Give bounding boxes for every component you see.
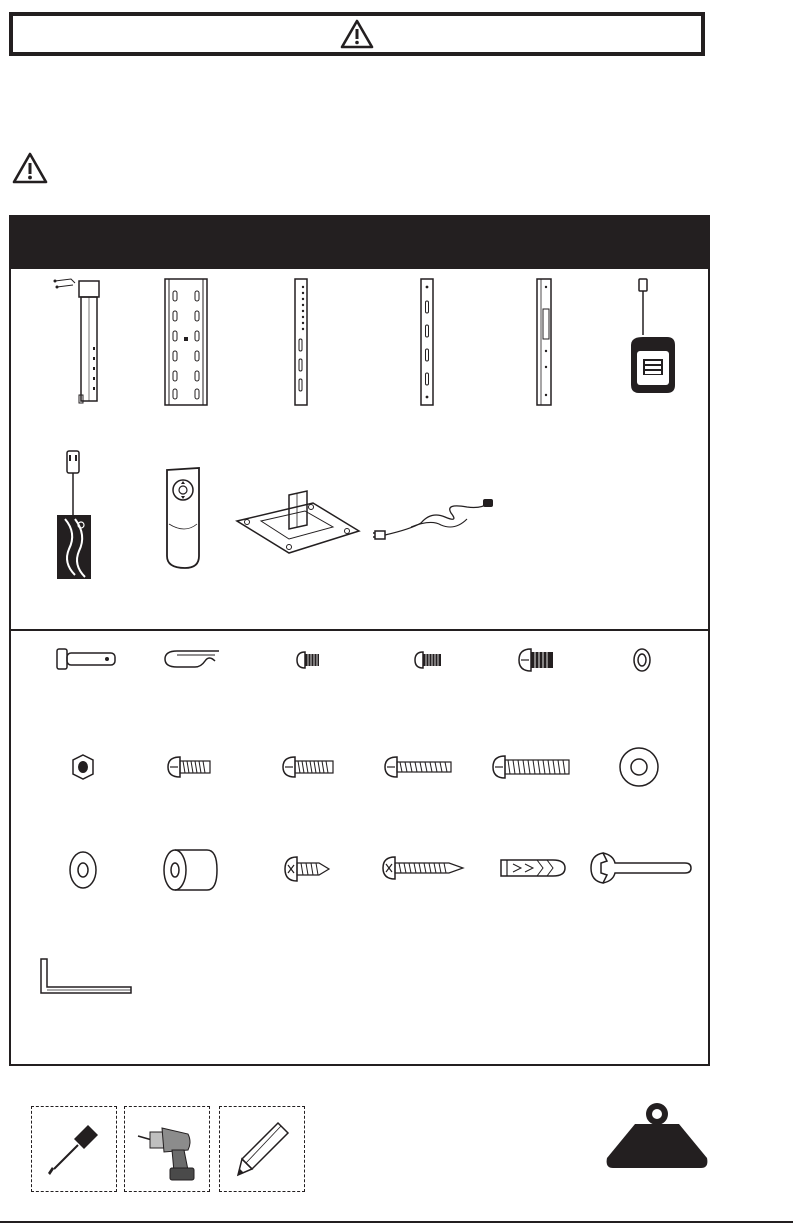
warning-triangle-icon (12, 152, 48, 184)
page-bottom-rule (0, 1221, 793, 1223)
tool-power-drill (124, 1106, 210, 1192)
power-cord-icon (371, 489, 501, 549)
parts-list-panel (9, 215, 710, 1066)
warning-notice (12, 152, 48, 184)
clevis-pin-icon (55, 647, 119, 671)
large-washer-icon (617, 745, 661, 789)
weight-icon (605, 1100, 709, 1170)
hex-bolt-icon (413, 650, 445, 670)
machine-screw-long-icon (383, 755, 455, 779)
warning-banner (9, 12, 705, 56)
machine-screw-xlong-icon (491, 754, 573, 780)
tool-screwdriver (31, 1106, 117, 1192)
wood-screw-short-icon (283, 855, 331, 883)
flat-washer-icon (631, 647, 653, 673)
slotted-rail-icon (529, 277, 559, 407)
short-spacer-icon (67, 849, 99, 891)
tool-pencil (219, 1106, 305, 1192)
wrench-icon (589, 851, 693, 885)
hitch-pin-clip-icon (163, 647, 221, 669)
parts-panel-divider (11, 629, 708, 631)
round-head-bolt-icon (517, 647, 557, 673)
actuator-column-icon (53, 277, 103, 407)
parts-panel-header (11, 217, 708, 269)
slotted-wall-plate-icon (161, 277, 211, 407)
short-hex-bolt-icon (295, 650, 325, 670)
long-spacer-icon (161, 847, 221, 893)
machine-screw-medium-icon (281, 755, 337, 779)
lag-screw-icon (381, 855, 465, 881)
machine-screw-short-icon (166, 755, 214, 779)
base-bracket-icon (233, 481, 363, 559)
power-drill-icon (132, 1114, 202, 1184)
vertical-rail-icon (289, 277, 313, 407)
mounting-rail-icon (415, 277, 439, 407)
remote-control-icon (161, 464, 205, 574)
allen-key-icon (37, 957, 135, 997)
hex-nut-icon (71, 753, 95, 781)
control-box-icon (623, 275, 683, 405)
warning-triangle-icon (340, 19, 374, 49)
wall-anchor-icon (497, 854, 569, 882)
screwdriver-icon (44, 1119, 104, 1179)
pencil-icon (232, 1119, 292, 1179)
power-adapter-icon (47, 449, 97, 584)
